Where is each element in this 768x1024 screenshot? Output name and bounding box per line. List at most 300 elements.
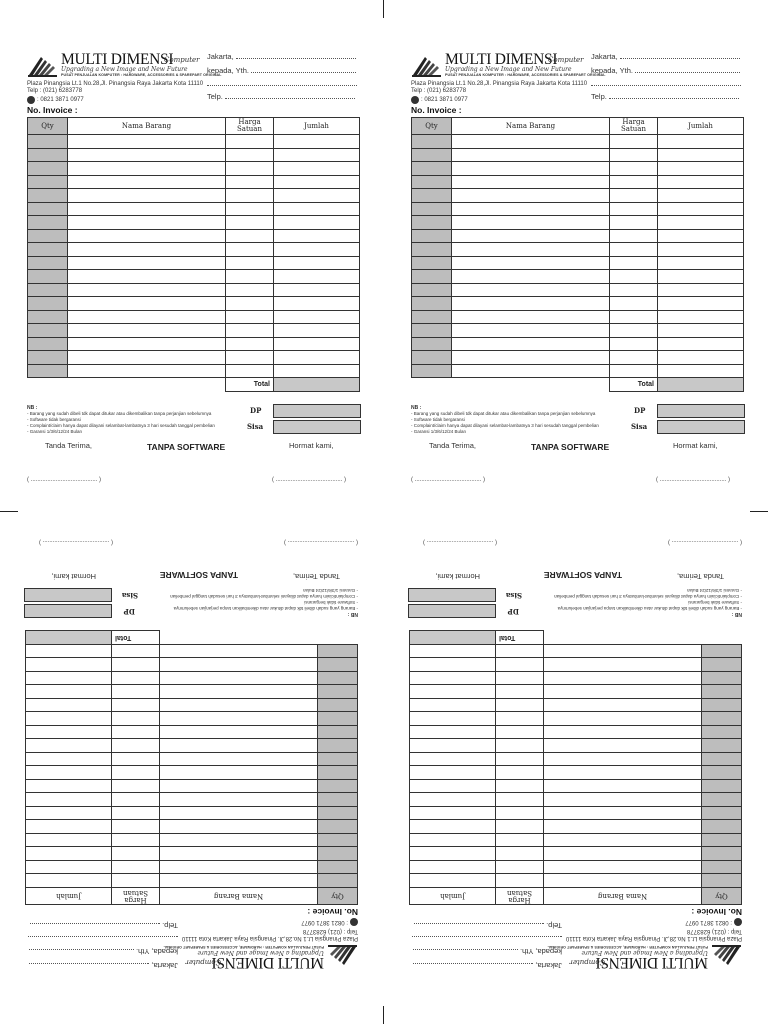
nama-barang-cell[interactable]	[160, 726, 318, 740]
jumlah-cell[interactable]	[410, 793, 496, 807]
qty-cell[interactable]	[702, 834, 742, 848]
harga-satuan-cell[interactable]	[226, 216, 274, 230]
nama-barang-cell[interactable]	[452, 297, 610, 311]
nama-barang-cell[interactable]	[452, 135, 610, 149]
harga-satuan-cell[interactable]	[226, 148, 274, 162]
qty-cell[interactable]	[28, 310, 68, 324]
sisa-value[interactable]	[273, 420, 361, 434]
total-value[interactable]	[658, 378, 744, 392]
jumlah-cell[interactable]	[274, 148, 360, 162]
harga-satuan-cell[interactable]	[226, 189, 274, 203]
harga-satuan-cell[interactable]	[496, 739, 544, 753]
total-value[interactable]	[274, 378, 360, 392]
nama-barang-cell[interactable]	[160, 712, 318, 726]
qty-cell[interactable]	[412, 283, 452, 297]
jumlah-cell[interactable]	[410, 658, 496, 672]
nama-barang-cell[interactable]	[68, 283, 226, 297]
receiver-signature-line[interactable]: ( ........................................ )	[667, 539, 742, 545]
harga-satuan-cell[interactable]	[112, 672, 160, 686]
jumlah-cell[interactable]	[26, 672, 112, 686]
nama-barang-cell[interactable]	[160, 780, 318, 794]
nama-barang-cell[interactable]	[68, 175, 226, 189]
qty-cell[interactable]	[318, 712, 358, 726]
harga-satuan-cell[interactable]	[610, 243, 658, 257]
harga-satuan-cell[interactable]	[610, 337, 658, 351]
jumlah-cell[interactable]	[274, 310, 360, 324]
qty-cell[interactable]	[412, 216, 452, 230]
nama-barang-cell[interactable]	[544, 780, 702, 794]
jumlah-cell[interactable]	[410, 712, 496, 726]
nama-barang-cell[interactable]	[68, 351, 226, 365]
harga-satuan-cell[interactable]	[226, 135, 274, 149]
nama-barang-cell[interactable]	[544, 766, 702, 780]
sisa-value[interactable]	[657, 420, 745, 434]
harga-satuan-cell[interactable]	[112, 726, 160, 740]
sender-signature-line[interactable]: ( ........................................ )	[422, 539, 497, 545]
qty-cell[interactable]	[318, 820, 358, 834]
jumlah-cell[interactable]	[410, 645, 496, 659]
jumlah-cell[interactable]	[274, 337, 360, 351]
jumlah-cell[interactable]	[410, 739, 496, 753]
nama-barang-cell[interactable]	[452, 283, 610, 297]
nama-barang-cell[interactable]	[452, 351, 610, 365]
qty-cell[interactable]	[702, 753, 742, 767]
jakarta-field[interactable]	[591, 51, 740, 61]
nama-barang-cell[interactable]	[452, 337, 610, 351]
harga-satuan-cell[interactable]	[112, 861, 160, 875]
qty-cell[interactable]	[28, 189, 68, 203]
jumlah-cell[interactable]	[274, 243, 360, 257]
nama-barang-cell[interactable]	[160, 834, 318, 848]
jumlah-cell[interactable]	[410, 766, 496, 780]
qty-cell[interactable]	[28, 364, 68, 378]
harga-satuan-cell[interactable]	[610, 270, 658, 284]
qty-cell[interactable]	[412, 324, 452, 338]
harga-satuan-cell[interactable]	[496, 766, 544, 780]
jumlah-cell[interactable]	[410, 847, 496, 861]
nama-barang-cell[interactable]	[452, 175, 610, 189]
receiver-signature-line[interactable]: ( ........................................ )	[411, 477, 486, 483]
jumlah-cell[interactable]	[274, 202, 360, 216]
harga-satuan-cell[interactable]	[112, 685, 160, 699]
harga-satuan-cell[interactable]	[112, 766, 160, 780]
qty-cell[interactable]	[28, 175, 68, 189]
harga-satuan-cell[interactable]	[610, 364, 658, 378]
jakarta-field[interactable]	[413, 961, 562, 971]
nama-barang-cell[interactable]	[452, 189, 610, 203]
nama-barang-cell[interactable]	[452, 202, 610, 216]
address-line-field[interactable]	[412, 934, 562, 944]
jumlah-cell[interactable]	[410, 699, 496, 713]
nama-barang-cell[interactable]	[160, 820, 318, 834]
jumlah-cell[interactable]	[658, 310, 744, 324]
jumlah-cell[interactable]	[26, 807, 112, 821]
qty-cell[interactable]	[412, 310, 452, 324]
sender-signature-line[interactable]: ( ........................................ )	[38, 539, 113, 545]
qty-cell[interactable]	[28, 270, 68, 284]
harga-satuan-cell[interactable]	[226, 162, 274, 176]
jumlah-cell[interactable]	[26, 685, 112, 699]
kepada-field[interactable]	[207, 65, 356, 75]
harga-satuan-cell[interactable]	[112, 645, 160, 659]
jumlah-cell[interactable]	[658, 243, 744, 257]
nama-barang-cell[interactable]	[544, 685, 702, 699]
nama-barang-cell[interactable]	[68, 229, 226, 243]
jumlah-cell[interactable]	[26, 874, 112, 888]
jumlah-cell[interactable]	[26, 766, 112, 780]
nama-barang-cell[interactable]	[160, 847, 318, 861]
harga-satuan-cell[interactable]	[112, 793, 160, 807]
jumlah-cell[interactable]	[26, 793, 112, 807]
jumlah-cell[interactable]	[410, 685, 496, 699]
jumlah-cell[interactable]	[410, 820, 496, 834]
qty-cell[interactable]	[412, 364, 452, 378]
jumlah-cell[interactable]	[26, 861, 112, 875]
harga-satuan-cell[interactable]	[226, 243, 274, 257]
harga-satuan-cell[interactable]	[112, 807, 160, 821]
jumlah-cell[interactable]	[658, 297, 744, 311]
harga-satuan-cell[interactable]	[112, 874, 160, 888]
nama-barang-cell[interactable]	[544, 699, 702, 713]
sender-signature-line[interactable]: ( ........................................ )	[656, 477, 731, 483]
qty-cell[interactable]	[28, 256, 68, 270]
jumlah-cell[interactable]	[658, 351, 744, 365]
nama-barang-cell[interactable]	[160, 739, 318, 753]
nama-barang-cell[interactable]	[544, 672, 702, 686]
nama-barang-cell[interactable]	[544, 834, 702, 848]
harga-satuan-cell[interactable]	[610, 175, 658, 189]
nama-barang-cell[interactable]	[452, 216, 610, 230]
qty-cell[interactable]	[318, 861, 358, 875]
harga-satuan-cell[interactable]	[226, 364, 274, 378]
nama-barang-cell[interactable]	[160, 685, 318, 699]
qty-cell[interactable]	[318, 699, 358, 713]
dp-value[interactable]	[273, 404, 361, 418]
sisa-value[interactable]	[24, 588, 112, 602]
qty-cell[interactable]	[702, 766, 742, 780]
nama-barang-cell[interactable]	[160, 672, 318, 686]
jumlah-cell[interactable]	[658, 189, 744, 203]
nama-barang-cell[interactable]	[160, 807, 318, 821]
qty-cell[interactable]	[702, 861, 742, 875]
receiver-signature-line[interactable]: ( ........................................ )	[283, 539, 358, 545]
harga-satuan-cell[interactable]	[496, 645, 544, 659]
jumlah-cell[interactable]	[26, 820, 112, 834]
qty-cell[interactable]	[28, 202, 68, 216]
qty-cell[interactable]	[702, 672, 742, 686]
harga-satuan-cell[interactable]	[496, 861, 544, 875]
harga-satuan-cell[interactable]	[226, 351, 274, 365]
qty-cell[interactable]	[28, 135, 68, 149]
jumlah-cell[interactable]	[410, 672, 496, 686]
jumlah-cell[interactable]	[410, 753, 496, 767]
qty-cell[interactable]	[318, 847, 358, 861]
qty-cell[interactable]	[318, 753, 358, 767]
receiver-signature-line[interactable]: ( ........................................ )	[27, 477, 102, 483]
jumlah-cell[interactable]	[26, 753, 112, 767]
harga-satuan-cell[interactable]	[496, 807, 544, 821]
jumlah-cell[interactable]	[274, 364, 360, 378]
qty-cell[interactable]	[702, 726, 742, 740]
qty-cell[interactable]	[412, 189, 452, 203]
qty-cell[interactable]	[702, 874, 742, 888]
harga-satuan-cell[interactable]	[226, 324, 274, 338]
harga-satuan-cell[interactable]	[496, 672, 544, 686]
jumlah-cell[interactable]	[658, 283, 744, 297]
harga-satuan-cell[interactable]	[112, 753, 160, 767]
harga-satuan-cell[interactable]	[610, 202, 658, 216]
dp-value[interactable]	[24, 604, 112, 618]
qty-cell[interactable]	[28, 243, 68, 257]
nama-barang-cell[interactable]	[544, 645, 702, 659]
jumlah-cell[interactable]	[658, 175, 744, 189]
address-line-field[interactable]	[207, 78, 357, 88]
harga-satuan-cell[interactable]	[496, 780, 544, 794]
telp-field[interactable]	[414, 921, 562, 931]
qty-cell[interactable]	[28, 229, 68, 243]
jumlah-cell[interactable]	[26, 726, 112, 740]
jumlah-cell[interactable]	[26, 847, 112, 861]
nama-barang-cell[interactable]	[68, 189, 226, 203]
harga-satuan-cell[interactable]	[496, 753, 544, 767]
nama-barang-cell[interactable]	[452, 148, 610, 162]
jumlah-cell[interactable]	[410, 834, 496, 848]
nama-barang-cell[interactable]	[452, 270, 610, 284]
total-value[interactable]	[26, 631, 112, 645]
nama-barang-cell[interactable]	[160, 874, 318, 888]
qty-cell[interactable]	[318, 739, 358, 753]
harga-satuan-cell[interactable]	[226, 256, 274, 270]
nama-barang-cell[interactable]	[544, 726, 702, 740]
qty-cell[interactable]	[318, 807, 358, 821]
nama-barang-cell[interactable]	[68, 148, 226, 162]
qty-cell[interactable]	[412, 297, 452, 311]
qty-cell[interactable]	[28, 351, 68, 365]
qty-cell[interactable]	[702, 793, 742, 807]
jakarta-field[interactable]	[29, 961, 178, 971]
harga-satuan-cell[interactable]	[610, 189, 658, 203]
harga-satuan-cell[interactable]	[226, 270, 274, 284]
jumlah-cell[interactable]	[26, 658, 112, 672]
qty-cell[interactable]	[318, 874, 358, 888]
nama-barang-cell[interactable]	[544, 739, 702, 753]
nama-barang-cell[interactable]	[160, 793, 318, 807]
nama-barang-cell[interactable]	[544, 753, 702, 767]
nama-barang-cell[interactable]	[452, 324, 610, 338]
nama-barang-cell[interactable]	[68, 297, 226, 311]
jumlah-cell[interactable]	[274, 351, 360, 365]
jumlah-cell[interactable]	[410, 807, 496, 821]
qty-cell[interactable]	[28, 324, 68, 338]
nama-barang-cell[interactable]	[544, 874, 702, 888]
qty-cell[interactable]	[702, 658, 742, 672]
nama-barang-cell[interactable]	[68, 243, 226, 257]
qty-cell[interactable]	[702, 685, 742, 699]
qty-cell[interactable]	[702, 847, 742, 861]
jumlah-cell[interactable]	[26, 739, 112, 753]
dp-value[interactable]	[408, 604, 496, 618]
qty-cell[interactable]	[318, 685, 358, 699]
nama-barang-cell[interactable]	[160, 861, 318, 875]
nama-barang-cell[interactable]	[160, 645, 318, 659]
telp-field[interactable]	[207, 91, 355, 101]
sisa-value[interactable]	[408, 588, 496, 602]
harga-satuan-cell[interactable]	[496, 793, 544, 807]
jumlah-cell[interactable]	[658, 229, 744, 243]
jumlah-cell[interactable]	[26, 780, 112, 794]
qty-cell[interactable]	[412, 270, 452, 284]
jumlah-cell[interactable]	[26, 699, 112, 713]
qty-cell[interactable]	[318, 834, 358, 848]
nama-barang-cell[interactable]	[452, 256, 610, 270]
telp-field[interactable]	[591, 91, 739, 101]
nama-barang-cell[interactable]	[544, 807, 702, 821]
harga-satuan-cell[interactable]	[610, 324, 658, 338]
harga-satuan-cell[interactable]	[112, 739, 160, 753]
harga-satuan-cell[interactable]	[496, 699, 544, 713]
qty-cell[interactable]	[412, 256, 452, 270]
jumlah-cell[interactable]	[274, 175, 360, 189]
address-line-field[interactable]	[591, 78, 741, 88]
jumlah-cell[interactable]	[658, 270, 744, 284]
qty-cell[interactable]	[318, 672, 358, 686]
jumlah-cell[interactable]	[274, 135, 360, 149]
harga-satuan-cell[interactable]	[496, 834, 544, 848]
qty-cell[interactable]	[318, 726, 358, 740]
jakarta-field[interactable]	[207, 51, 356, 61]
qty-cell[interactable]	[28, 162, 68, 176]
nama-barang-cell[interactable]	[452, 310, 610, 324]
nama-barang-cell[interactable]	[68, 324, 226, 338]
nama-barang-cell[interactable]	[452, 243, 610, 257]
nama-barang-cell[interactable]	[68, 135, 226, 149]
kepada-field[interactable]	[591, 65, 740, 75]
qty-cell[interactable]	[412, 229, 452, 243]
nama-barang-cell[interactable]	[68, 270, 226, 284]
harga-satuan-cell[interactable]	[496, 685, 544, 699]
nama-barang-cell[interactable]	[160, 766, 318, 780]
nama-barang-cell[interactable]	[452, 162, 610, 176]
harga-satuan-cell[interactable]	[112, 699, 160, 713]
harga-satuan-cell[interactable]	[226, 229, 274, 243]
harga-satuan-cell[interactable]	[496, 847, 544, 861]
nama-barang-cell[interactable]	[68, 256, 226, 270]
dp-value[interactable]	[657, 404, 745, 418]
jumlah-cell[interactable]	[274, 229, 360, 243]
jumlah-cell[interactable]	[274, 162, 360, 176]
jumlah-cell[interactable]	[658, 202, 744, 216]
sender-signature-line[interactable]: ( ........................................ )	[272, 477, 347, 483]
harga-satuan-cell[interactable]	[496, 820, 544, 834]
nama-barang-cell[interactable]	[544, 847, 702, 861]
jumlah-cell[interactable]	[410, 726, 496, 740]
nama-barang-cell[interactable]	[68, 216, 226, 230]
qty-cell[interactable]	[412, 202, 452, 216]
nama-barang-cell[interactable]	[160, 753, 318, 767]
qty-cell[interactable]	[318, 780, 358, 794]
nama-barang-cell[interactable]	[68, 337, 226, 351]
nama-barang-cell[interactable]	[68, 364, 226, 378]
nama-barang-cell[interactable]	[68, 310, 226, 324]
qty-cell[interactable]	[28, 297, 68, 311]
harga-satuan-cell[interactable]	[610, 148, 658, 162]
nama-barang-cell[interactable]	[452, 364, 610, 378]
qty-cell[interactable]	[28, 283, 68, 297]
jumlah-cell[interactable]	[658, 216, 744, 230]
qty-cell[interactable]	[412, 135, 452, 149]
harga-satuan-cell[interactable]	[226, 337, 274, 351]
harga-satuan-cell[interactable]	[112, 834, 160, 848]
total-value[interactable]	[410, 631, 496, 645]
jumlah-cell[interactable]	[274, 297, 360, 311]
harga-satuan-cell[interactable]	[610, 216, 658, 230]
harga-satuan-cell[interactable]	[610, 256, 658, 270]
qty-cell[interactable]	[412, 337, 452, 351]
nama-barang-cell[interactable]	[544, 712, 702, 726]
qty-cell[interactable]	[318, 766, 358, 780]
jumlah-cell[interactable]	[658, 162, 744, 176]
nama-barang-cell[interactable]	[544, 658, 702, 672]
harga-satuan-cell[interactable]	[112, 712, 160, 726]
jumlah-cell[interactable]	[410, 780, 496, 794]
nama-barang-cell[interactable]	[544, 793, 702, 807]
qty-cell[interactable]	[412, 243, 452, 257]
qty-cell[interactable]	[702, 699, 742, 713]
harga-satuan-cell[interactable]	[610, 297, 658, 311]
qty-cell[interactable]	[28, 216, 68, 230]
harga-satuan-cell[interactable]	[112, 820, 160, 834]
qty-cell[interactable]	[412, 175, 452, 189]
harga-satuan-cell[interactable]	[226, 175, 274, 189]
qty-cell[interactable]	[28, 337, 68, 351]
qty-cell[interactable]	[702, 739, 742, 753]
harga-satuan-cell[interactable]	[610, 135, 658, 149]
jumlah-cell[interactable]	[658, 337, 744, 351]
qty-cell[interactable]	[702, 645, 742, 659]
jumlah-cell[interactable]	[274, 270, 360, 284]
jumlah-cell[interactable]	[274, 256, 360, 270]
qty-cell[interactable]	[412, 351, 452, 365]
nama-barang-cell[interactable]	[68, 162, 226, 176]
jumlah-cell[interactable]	[410, 861, 496, 875]
harga-satuan-cell[interactable]	[112, 780, 160, 794]
harga-satuan-cell[interactable]	[610, 162, 658, 176]
jumlah-cell[interactable]	[658, 364, 744, 378]
harga-satuan-cell[interactable]	[610, 351, 658, 365]
kepada-field[interactable]	[29, 947, 178, 957]
nama-barang-cell[interactable]	[160, 658, 318, 672]
harga-satuan-cell[interactable]	[610, 310, 658, 324]
harga-satuan-cell[interactable]	[226, 310, 274, 324]
qty-cell[interactable]	[702, 780, 742, 794]
harga-satuan-cell[interactable]	[226, 202, 274, 216]
harga-satuan-cell[interactable]	[112, 658, 160, 672]
jumlah-cell[interactable]	[26, 645, 112, 659]
qty-cell[interactable]	[702, 807, 742, 821]
telp-field[interactable]	[30, 921, 178, 931]
harga-satuan-cell[interactable]	[496, 874, 544, 888]
harga-satuan-cell[interactable]	[112, 847, 160, 861]
nama-barang-cell[interactable]	[544, 820, 702, 834]
jumlah-cell[interactable]	[274, 216, 360, 230]
harga-satuan-cell[interactable]	[610, 229, 658, 243]
qty-cell[interactable]	[28, 148, 68, 162]
jumlah-cell[interactable]	[26, 834, 112, 848]
nama-barang-cell[interactable]	[452, 229, 610, 243]
harga-satuan-cell[interactable]	[226, 297, 274, 311]
jumlah-cell[interactable]	[658, 256, 744, 270]
qty-cell[interactable]	[318, 645, 358, 659]
